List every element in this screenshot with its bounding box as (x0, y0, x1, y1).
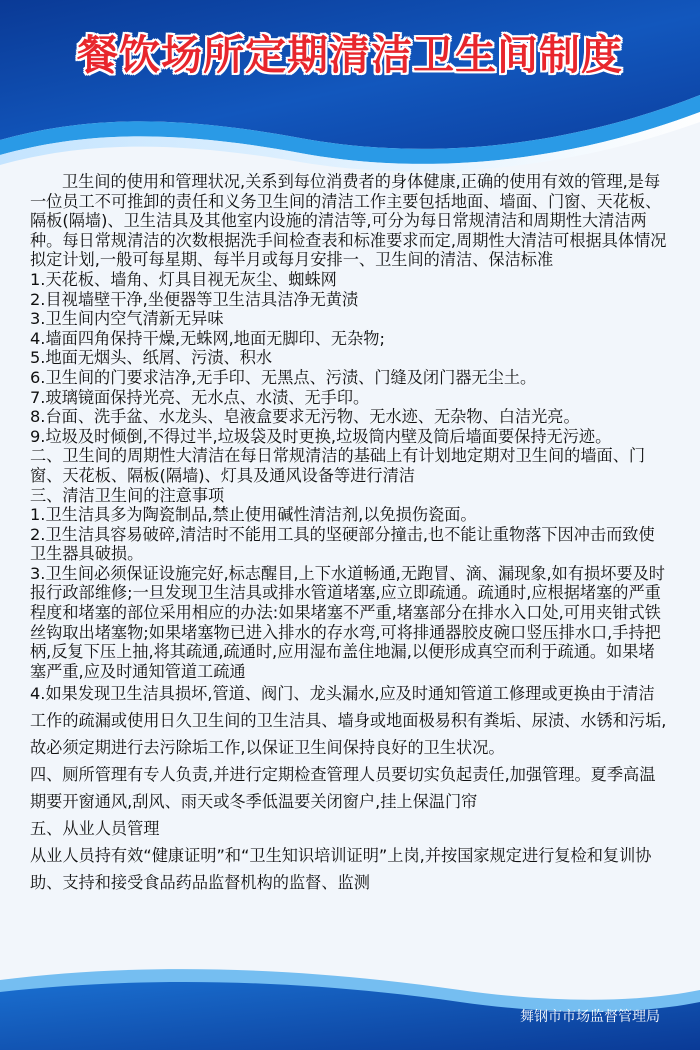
section-five-heading: 五、从业人员管理 (30, 818, 160, 838)
standard-item: 3.卫生间内空气清新无异味 (30, 309, 224, 329)
standard-item: 1.天花板、墙角、灯具目视无灰尘、蜘蛛网 (30, 269, 337, 289)
page-title: 餐饮场所定期清洁卫生间制度 (77, 31, 623, 79)
caution-item: 2.卫生洁具容易破碎,清洁时不能用工具的坚硬部分撞击,也不能让重物落下因冲击而致使卫生器具破损。 (30, 524, 655, 564)
caution-item: 3.卫生间必须保证设施完好,标志醒目,上下水道畅通,无跑冒、滴、漏现象,如有损坏要及时报行政部维修;一旦发现卫生洁具或排水管道堵塞,应立即疏通。疏通时,应根据堵塞的严重程度和堵塞的部位采用相应的办法:如果堵塞不严重,堵塞部分在排水入口处,可用夹钳式铁丝钩取出堵塞物;如果堵塞物已进入排水的存水弯,可将排通器胶皮碗口竖压排水口,手持把柄,反复下压上抽,将其疏通,疏通时,应用湿布盖住地漏,以便形成真空而利于疏通。如果堵塞严重,应及时通知管道工疏通 (30, 563, 665, 681)
standard-item: 6.卫生间的门要求洁净,无手印、无黑点、污渍、门缝及闭门器无尘土。 (30, 367, 537, 387)
regulation-body (30, 172, 670, 897)
section-three-heading: 三、清洁卫生间的注意事项 (30, 485, 225, 505)
intro-paragraph: 卫生间的使用和管理状况,关系到每位消费者的身体健康,正确的使用有效的管理,是每一位员工不可推卸的责任和义务卫生间的清洁工作主要包括地面、墙面、门窗、天花板、隔板(隔墙)、卫生洁具及其他室内设施的清洁等,可分为每日常规清洁和周期性大清洁两种。每日常规清洁的次数根据洗手间检查表和标准要求而定,周期性大清洁可根据具体情况拟定计划,一般可每星期、每半月或每月安排一、卫生间的清洁、保洁标准 (30, 172, 667, 270)
caution-item: 1.卫生洁具多为陶瓷制品,禁止使用碱性清洁剂,以免损伤瓷面。 (30, 505, 477, 525)
standard-item: 4.墙面四角保持干燥,无蛛网,地面无脚印、无杂物; (30, 328, 385, 348)
standard-item: 8.台面、洗手盆、水龙头、皂液盒要求无污物、无水迹、无杂物、白洁光亮。 (30, 407, 580, 427)
standard-item: 5.地面无烟头、纸屑、污渍、积水 (30, 348, 273, 368)
footer-wave-band (0, 960, 700, 1050)
issuer-name: 舞钢市市场监督管理局 (520, 1009, 660, 1025)
standard-item: 7.玻璃镜面保持光亮、无水点、水渍、无手印。 (30, 387, 370, 407)
standard-item: 2.目视墙壁干净,坐便器等卫生洁具洁净无黄渍 (30, 289, 359, 309)
section-two: 二、卫生间的周期性大清洁在每日常规清洁的基础上有计划地定期对卫生间的墙面、门窗、天花板、隔板(隔墙)、灯具及通风设备等进行清洁 (30, 446, 646, 485)
section-five-text: 从业人员持有效“健康证明”和“卫生知识培训证明”上岗,并按国家规定进行复检和复训协助、支持和接受食品药品监督机构的监督、监测 (30, 845, 652, 892)
section-four: 四、厕所管理有专人负责,并进行定期检查管理人员要切实负起责任,加强管理。夏季高温期要开窗通风,刮风、雨天或冬季低温要关闭窗户,挂上保温门帘 (30, 765, 656, 811)
standard-item: 9.垃圾及时倾倒,不得过半,垃圾袋及时更换,垃圾筒内壁及筒后墙面要保持无污迹。 (30, 426, 612, 446)
caution-item: 4.如果发现卫生洁具损坏,管道、阀门、龙头漏水,应及时通知管道工修理或更换由于清洁工作的疏漏或使用日久卫生间的卫生洁具、墙身或地面极易积有粪垢、尿渍、水锈和污垢,故必须定期进行去污除垢工作,以保证卫生间保持良好的卫生状况。 (30, 684, 667, 758)
